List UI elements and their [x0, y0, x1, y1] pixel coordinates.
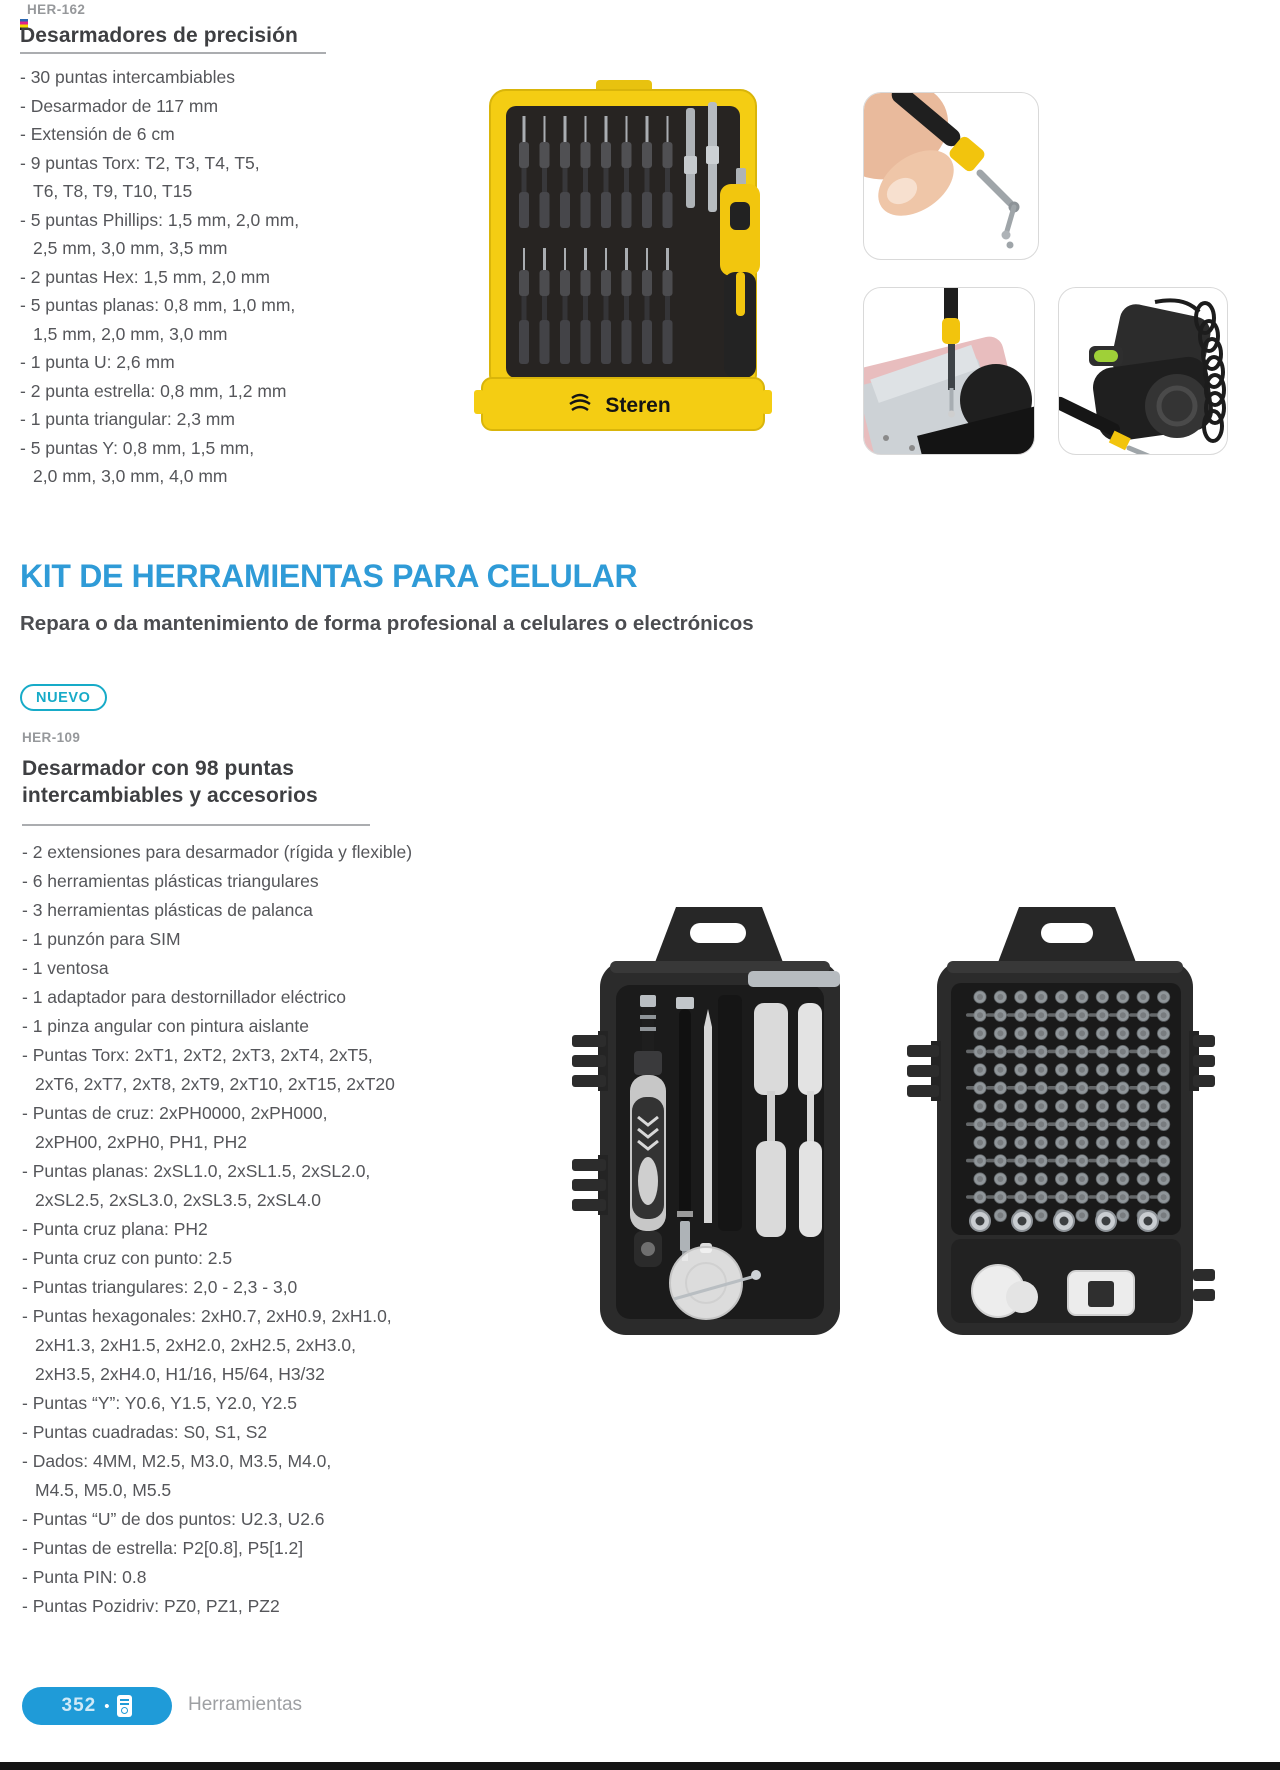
feature-item [22, 1563, 412, 1592]
new-badge: NUEVO [20, 684, 107, 711]
feature-line: - 30 puntas intercambiables [20, 67, 235, 87]
usage-photo-hand-driver [863, 92, 1039, 260]
section-heading: KIT DE HERRAMIENTAS PARA CELULAR [20, 558, 638, 594]
tools-case-illustration [556, 845, 848, 1340]
feature-item [22, 954, 412, 983]
hand-driver-illustration [864, 93, 1039, 260]
feature-line: - Puntas “U” de dos puntos: U2.3, U2.6 [22, 1509, 325, 1529]
feature-line: - 2 puntas Hex: 1,5 mm, 2,0 mm [20, 266, 270, 287]
feature-line: M4.5, M5.0, M5.5 [35, 1480, 172, 1500]
feature-line: T6, T8, T9, T10, T15 [33, 181, 193, 201]
feature-item [22, 1302, 412, 1389]
feature-item [22, 1418, 412, 1447]
feature-line: - Puntas cuadradas: S0, S1, S2 [22, 1422, 268, 1442]
feature-line: 2xSL2.5, 2xSL3.0, 2xSL3.5, 2xSL4.0 [35, 1190, 322, 1210]
product2-title-rule [22, 824, 370, 826]
spudger-tool [704, 1009, 712, 1223]
feature-line: - Puntas “Y”: Y0.6, Y1.5, Y2.0, Y2.5 [22, 1393, 297, 1413]
feature-item [20, 348, 299, 377]
multimeter-icon [117, 1695, 132, 1717]
feature-line: - Puntas Torx: 2xT1, 2xT2, 2xT3, 2xT4, 2xT5, [22, 1045, 373, 1065]
driver-handle [720, 168, 760, 378]
usage-photo-phone-repair [863, 287, 1035, 455]
feature-item [22, 1099, 412, 1157]
page-bottom-rule [0, 1762, 1280, 1770]
feature-line: - 2 extensiones para desarmador (rígida y flexible) [22, 842, 413, 862]
feature-item [20, 434, 299, 491]
feature-item [22, 896, 412, 925]
camera-repair-illustration [1059, 288, 1228, 455]
product2-title [22, 755, 318, 809]
level-bubble [1094, 350, 1118, 362]
usage-photo-camera-repair [1058, 287, 1228, 455]
feature-line: 2,5 mm, 3,0 mm, 3,5 mm [33, 238, 228, 258]
feature-item [20, 92, 299, 121]
feature-line: - 5 puntas Phillips: 1,5 mm, 2,0 mm, [20, 209, 300, 230]
feature-line: - Puntas hexagonales: 2xH0.7, 2xH0.9, 2xH1.0, [22, 1306, 392, 1326]
feature-line: - Punta PIN: 0.8 [22, 1567, 147, 1587]
page-number-pill [22, 1687, 172, 1725]
feature-line: - Puntas de cruz: 2xPH0000, 2xPH000, [22, 1103, 328, 1123]
feature-item [22, 983, 412, 1012]
feature-line: - 1 punta triangular: 2,3 mm [20, 409, 235, 429]
feature-item [22, 1041, 412, 1099]
feature-item [22, 1244, 412, 1273]
feature-item [20, 263, 299, 292]
feature-line: - Puntas planas: 2xSL1.0, 2xSL1.5, 2xSL2.0, [22, 1161, 371, 1181]
product1-title-rule [20, 52, 326, 54]
feature-line: - 1 ventosa [22, 958, 109, 978]
feature-line: - Puntas de estrella: P2[0.8], P5[1.2] [22, 1538, 304, 1558]
feature-item [22, 1534, 412, 1563]
phone-repair-illustration [864, 288, 1035, 455]
feature-line: - 5 puntas Y: 0,8 mm, 1,5 mm, [20, 437, 255, 458]
footer-section-label: Herramientas [188, 1694, 303, 1715]
section-subheading: Repara o da mantenimiento de forma profesional a celulares o electrónicos [20, 612, 754, 635]
product2-feature-list [22, 838, 412, 1621]
product1-photo-kit [468, 72, 778, 447]
feature-item [20, 149, 299, 206]
feature-line: 2xPH00, 2xPH0, PH1, PH2 [35, 1132, 248, 1152]
feature-item [22, 1389, 412, 1418]
feature-line: - 1 punzón para SIM [22, 929, 181, 949]
feature-line: - Desarmador de 117 mm [20, 95, 219, 116]
feature-line: - 2 punta estrella: 0,8 mm, 1,2 mm [20, 380, 287, 401]
feature-item [22, 1505, 412, 1534]
feature-item [22, 1012, 412, 1041]
new-badge-wrap [20, 684, 107, 711]
product1-feature-list [20, 63, 299, 491]
feature-item [20, 120, 299, 149]
feature-item [22, 1592, 412, 1621]
page-number: 352 [61, 1695, 97, 1716]
product1-title: Desarmadores de precisión [20, 24, 298, 47]
feature-line: - Punta cruz plana: PH2 [22, 1219, 208, 1239]
product1-code: HER-162 [27, 2, 86, 17]
metal-knife [748, 971, 840, 987]
feature-item [22, 867, 412, 896]
feature-item [22, 838, 412, 867]
feature-item [22, 1447, 412, 1505]
feature-line: - 9 puntas Torx: T2, T3, T4, T5, [20, 152, 260, 173]
feature-item [20, 206, 299, 263]
feature-line: - Puntas triangulares: 2,0 - 2,3 - 3,0 [22, 1277, 298, 1297]
product2-title-line2: intercambiables y accesorios [22, 784, 318, 807]
screwdriver-kit-illustration [468, 72, 778, 447]
feature-line: - 1 pinza angular con pintura aislante [22, 1016, 309, 1036]
feature-item [20, 63, 299, 92]
feature-line: 1,5 mm, 2,0 mm, 3,0 mm [33, 323, 228, 344]
feature-item [22, 1273, 412, 1302]
feature-item [20, 377, 299, 406]
feature-line: - 1 adaptador para destornillador eléctrico [22, 987, 346, 1007]
feature-line: 2xH1.3, 2xH1.5, 2xH2.0, 2xH2.5, 2xH3.0, [35, 1335, 356, 1355]
footer-bullet: • [104, 1697, 110, 1715]
bits-case-illustration [896, 845, 1218, 1340]
feature-line: 2xH3.5, 2xH4.0, H1/16, H5/64, H3/32 [35, 1364, 325, 1384]
feature-line: - Dados: 4MM, M2.5, M3.0, M3.5, M4.0, [22, 1451, 332, 1471]
feature-line: - 5 puntas planas: 0,8 mm, 1,0 mm, [20, 295, 296, 315]
feature-line: 2xT6, 2xT7, 2xT8, 2xT9, 2xT10, 2xT15, 2xT20 [35, 1074, 395, 1094]
feature-line: - Puntas Pozidriv: PZ0, PZ1, PZ2 [22, 1596, 280, 1616]
feature-line: - 3 herramientas plásticas de palanca [22, 900, 313, 920]
steren-logo-text: Steren [605, 394, 671, 417]
feature-line: - Punta cruz con punto: 2.5 [22, 1248, 233, 1268]
feature-line: - 1 punta U: 2,6 mm [20, 352, 175, 372]
product2-title-line1: Desarmador con 98 puntas [22, 757, 294, 780]
feature-line: 2,0 mm, 3,0 mm, 4,0 mm [33, 466, 228, 486]
feature-item [22, 1157, 412, 1215]
case-base [474, 378, 772, 430]
feature-item [20, 405, 299, 434]
feature-item [22, 925, 412, 954]
product2-code: HER-109 [22, 730, 81, 745]
feature-line: - 6 herramientas plásticas triangulares [22, 871, 319, 891]
product2-photo-tools-case [556, 845, 848, 1340]
feature-line: - Extensión de 6 cm [20, 124, 175, 144]
feature-item [20, 291, 299, 348]
feature-item [22, 1215, 412, 1244]
magnetizer-block [1068, 1271, 1134, 1315]
product2-photo-bits-case [896, 845, 1218, 1340]
